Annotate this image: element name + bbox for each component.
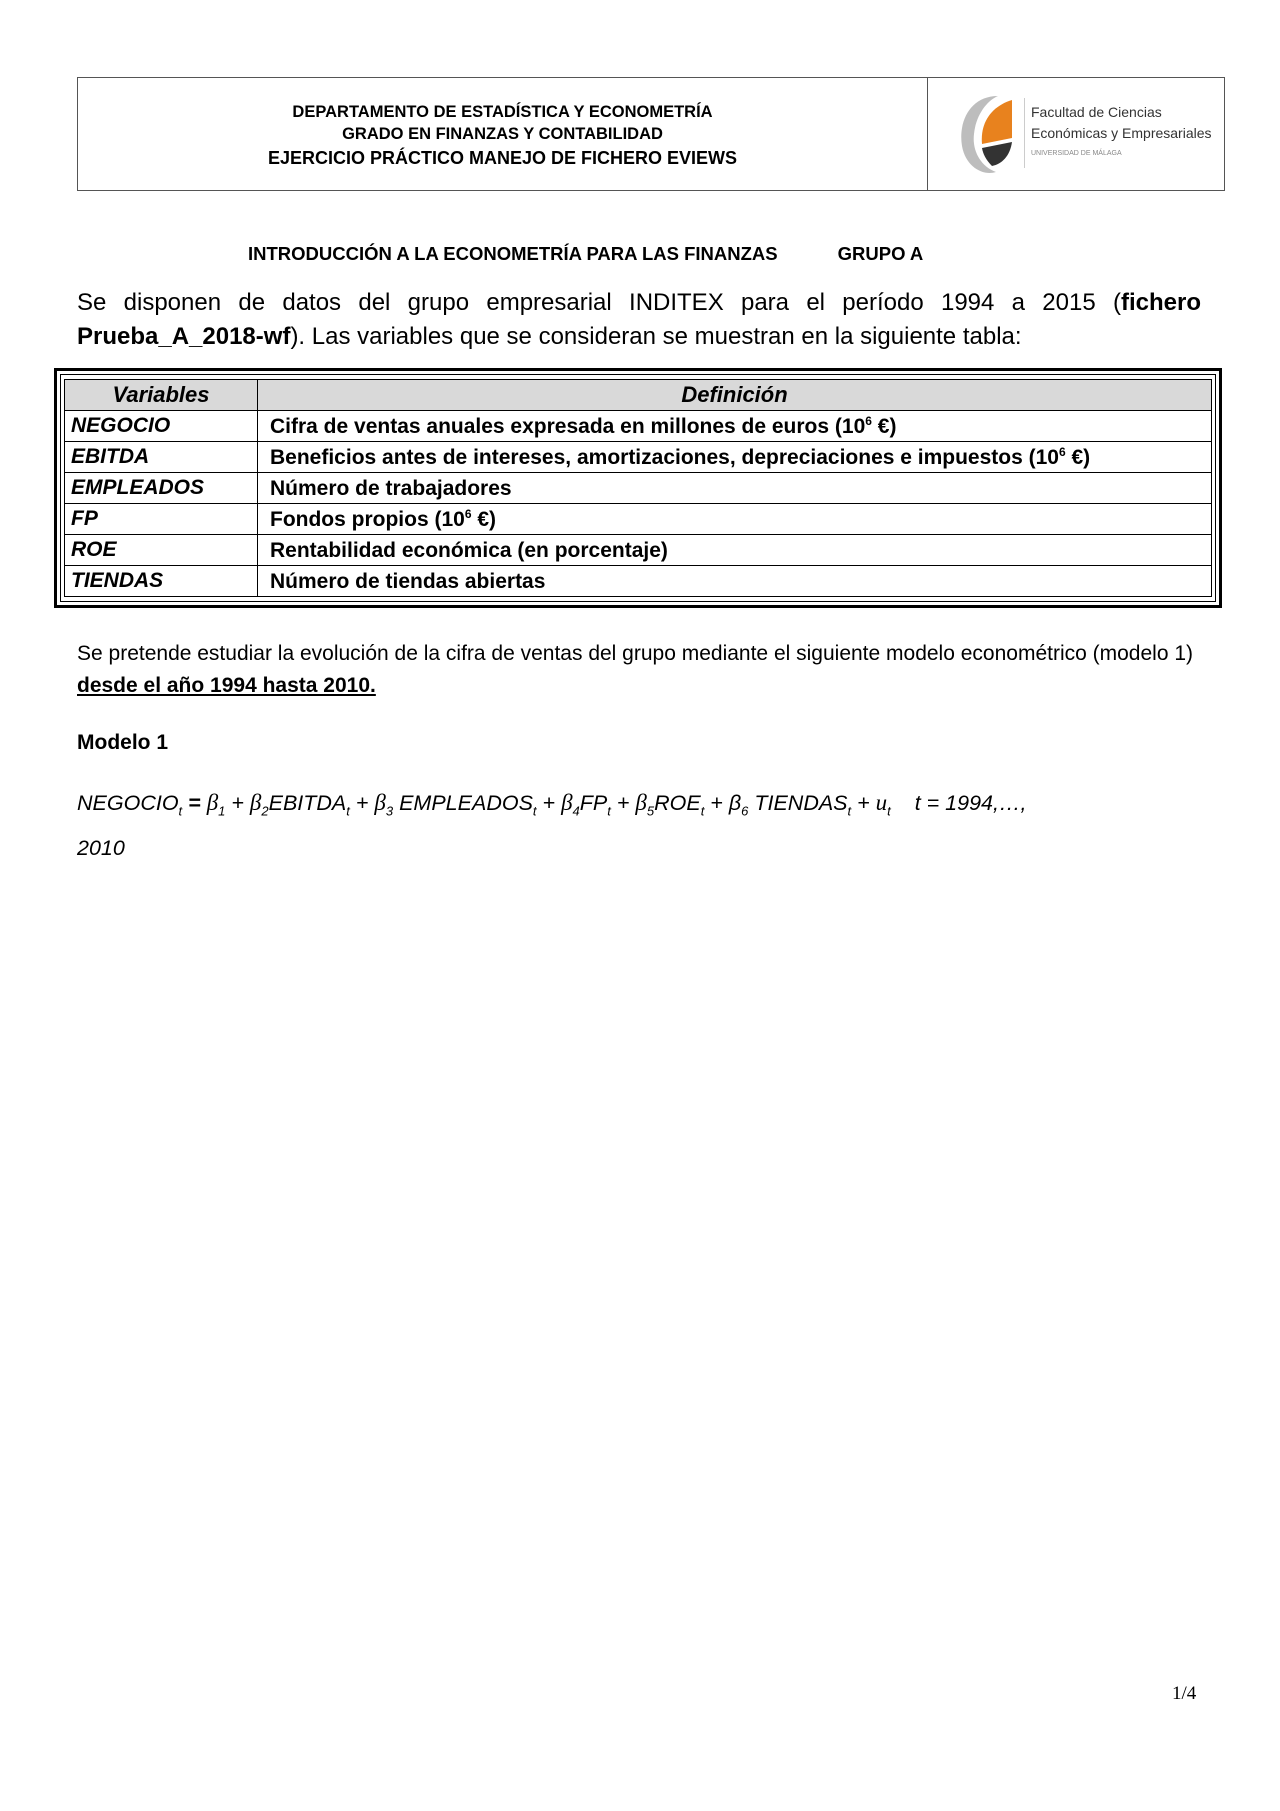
variable-definition: Número de tiendas abiertas — [258, 566, 1212, 597]
table-row — [65, 473, 1212, 504]
degree-title: GRADO EN FINANZAS Y CONTABILIDAD — [342, 125, 663, 143]
period-underlined: desde el año 1994 hasta 2010. — [77, 674, 376, 697]
variable-definition: Rentabilidad económica (en porcentaje) — [258, 535, 1212, 566]
equation-range-end: 2010 — [77, 836, 125, 861]
variable-definition: Cifra de ventas anuales expresada en millones de euros ($10^6$ €) — [258, 411, 1212, 442]
variable-definition: Número de trabajadores — [258, 473, 1212, 504]
logo-text-university: UNIVERSIDAD DE MÁLAGA — [1031, 150, 1122, 157]
header-divider — [927, 78, 928, 190]
variable-name: NEGOCIO — [65, 411, 258, 442]
variable-name: TIENDAS — [65, 566, 258, 597]
faculty-logo-icon — [958, 92, 1022, 178]
variable-name: ROE — [65, 535, 258, 566]
table-row — [65, 442, 1212, 473]
column-header-variables: Variables — [65, 380, 258, 411]
course-title-row — [77, 242, 1201, 266]
variable-name: EBITDA — [65, 442, 258, 473]
document-header-box — [77, 77, 1225, 191]
faculty-logo — [958, 92, 1212, 178]
intro-paragraph: Se disponen de datos del grupo empresarial INDITEX para el período 1994 a 2015 (fichero Prueba_A_2018-wf). Las variables que se consideran se muestran en la siguiente tabla: — [77, 289, 1201, 350]
variable-name: FP — [65, 504, 258, 535]
logo-text-economics: Económicas y Empresariales — [1031, 125, 1212, 141]
table-row — [65, 566, 1212, 597]
variable-definition: Fondos propios ($10^6$ €) — [258, 504, 1212, 535]
objective-paragraph: Se pretende estudiar la evolución de la cifra de ventas del grupo mediante el siguiente modelo econométrico (modelo 1) desde el año 1994 hasta 2010. — [77, 642, 1194, 697]
variables-table — [54, 368, 1222, 608]
group-label: GRUPO A — [837, 243, 924, 264]
department-title: DEPARTAMENTO DE ESTADÍSTICA Y ECONOMETRÍA — [292, 103, 713, 121]
table-row — [65, 411, 1212, 442]
course-title: INTRODUCCIÓN A LA ECONOMETRÍA PARA LAS FINANZAS — [248, 243, 778, 264]
exercise-title: EJERCICIO PRÁCTICO MANEJO DE FICHERO EVIEWS — [267, 148, 738, 168]
table-row — [65, 504, 1212, 535]
variable-name: EMPLEADOS — [65, 473, 258, 504]
document-body — [71, 242, 1201, 862]
variable-definition: Beneficios antes de intereses, amortizaciones, depreciaciones e impuestos ($10^6$ €) — [258, 442, 1212, 473]
model-equation: $NEGOCIO_t = \beta_1$ + $\beta_2EBITDA_t + \beta_3$ $EMPLEADOS_t + \beta_4FP_t + \beta_5ROE_t + \beta_6$ $TIENDAS_t + u_t$ t = 1994,…, — [77, 790, 1027, 819]
page-number: 1/4 — [1172, 1683, 1197, 1704]
logo-text-faculty: Facultad de Ciencias — [1031, 104, 1162, 120]
file-name: fichero Prueba_A_2018-wf — [77, 289, 1201, 350]
column-header-definition: Definición — [258, 380, 1212, 411]
model-title: Modelo 1 — [77, 731, 169, 754]
table-row — [65, 535, 1212, 566]
